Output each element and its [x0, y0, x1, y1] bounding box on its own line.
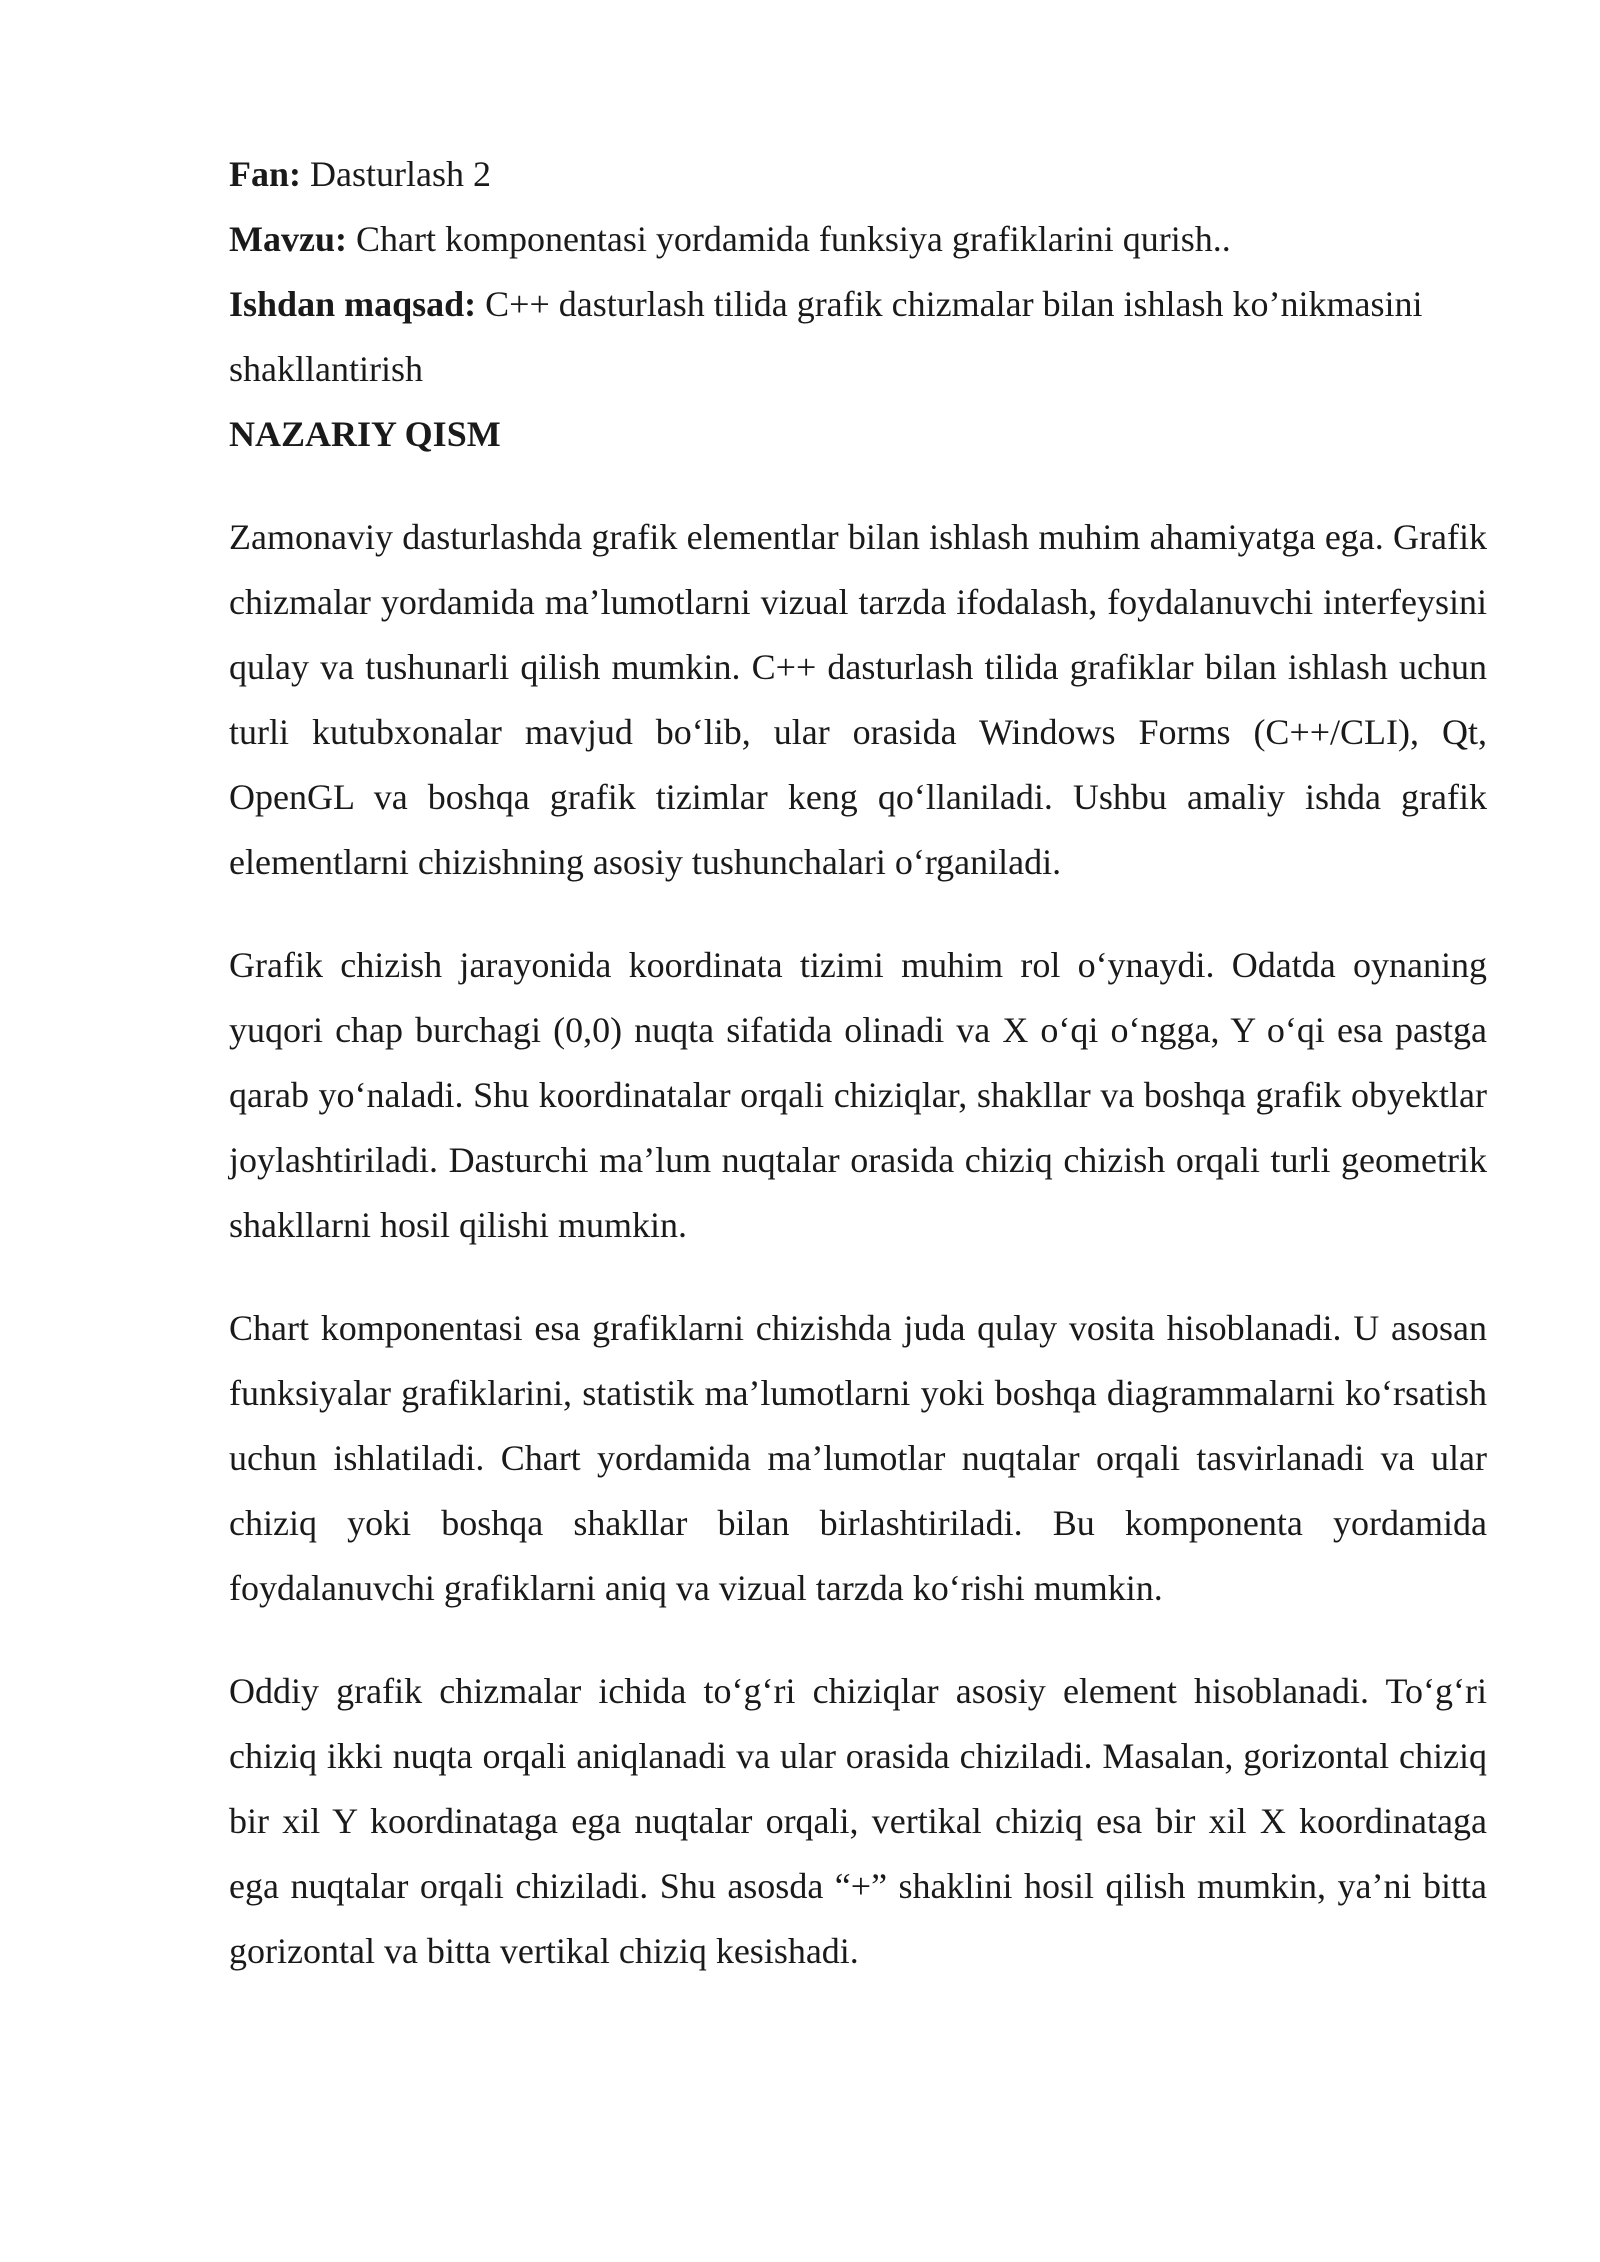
- goal-label: Ishdan maqsad:: [229, 284, 477, 324]
- goal-value: C++ dasturlash tilida grafik chizmalar bilan ishlash ko’nikmasini shakllantirish: [229, 284, 1423, 389]
- paragraph-coordinates: Grafik chizish jarayonida koordinata tizimi muhim rol o‘ynaydi. Odatda oynaning yuqori chap burchagi (0,0) nuqta sifatida olinadi va X o‘qi o‘ngga, Y o‘qi esa pastga qarab yo‘naladi. Shu koordinatalar orqali chiziqlar, shakllar va boshqa grafik obyektlar joylashtiriladi. Dasturchi ma’lum nuqtalar orasida chiziq chizish orqali turli geometrik shakllarni hosil qilishi mumkin.: [229, 945, 1487, 1245]
- topic-line: [229, 207, 1487, 272]
- section-heading: NAZARIY QISM: [229, 414, 501, 454]
- topic-value: Chart komponentasi yordamida funksiya grafiklarini qurish..: [355, 219, 1231, 259]
- topic-label: Mavzu:: [229, 219, 347, 259]
- document-content: [229, 142, 1487, 1984]
- goal-line: [229, 272, 1487, 402]
- subject-value: Dasturlash 2: [310, 154, 491, 194]
- subject-label: Fan:: [229, 154, 301, 194]
- subject-line: [229, 142, 1487, 207]
- paragraph-straight-lines: Oddiy grafik chizmalar ichida to‘g‘ri chiziqlar asosiy element hisoblanadi. To‘g‘ri chiziq ikki nuqta orqali aniqlanadi va ular orasida chiziladi. Masalan, gorizontal chiziq bir xil Y koordinataga ega nuqtalar orqali, vertikal chiziq esa bir xil X koordinataga ega nuqtalar orqali chiziladi. Shu asosda “+” shaklini hosil qilish mumkin, ya’ni bitta gorizontal va bitta vertikal chiziq kesishadi.: [229, 1671, 1487, 1971]
- paragraph-chart-component: Chart komponentasi esa grafiklarni chizishda juda qulay vosita hisoblanadi. U asosan funksiyalar grafiklarini, statistik ma’lumotlarni yoki boshqa diagrammalarni ko‘rsatish uchun ishlatiladi. Chart yordamida ma’lumotlar nuqtalar orqali tasvirlanadi va ular chiziq yoki boshqa shakllar bilan birlashtiriladi. Bu komponenta yordamida foydalanuvchi grafiklarni aniq va vizual tarzda ko‘rishi mumkin.: [229, 1308, 1487, 1608]
- paragraph-intro: Zamonaviy dasturlashda grafik elementlar bilan ishlash muhim ahamiyatga ega. Grafik chizmalar yordamida ma’lumotlarni vizual tarzda ifodalash, foydalanuvchi interfeysini qulay va tushunarli qilish mumkin. C++ dasturlash tilida grafiklar bilan ishlash uchun turli kutubxonalar mavjud bo‘lib, ular orasida Windows Forms (C++/CLI), Qt, OpenGL va boshqa grafik tizimlar keng qo‘llaniladi. Ushbu amaliy ishda grafik elementlarni chizishning asosiy tushunchalari o‘rganiladi.: [229, 517, 1487, 882]
